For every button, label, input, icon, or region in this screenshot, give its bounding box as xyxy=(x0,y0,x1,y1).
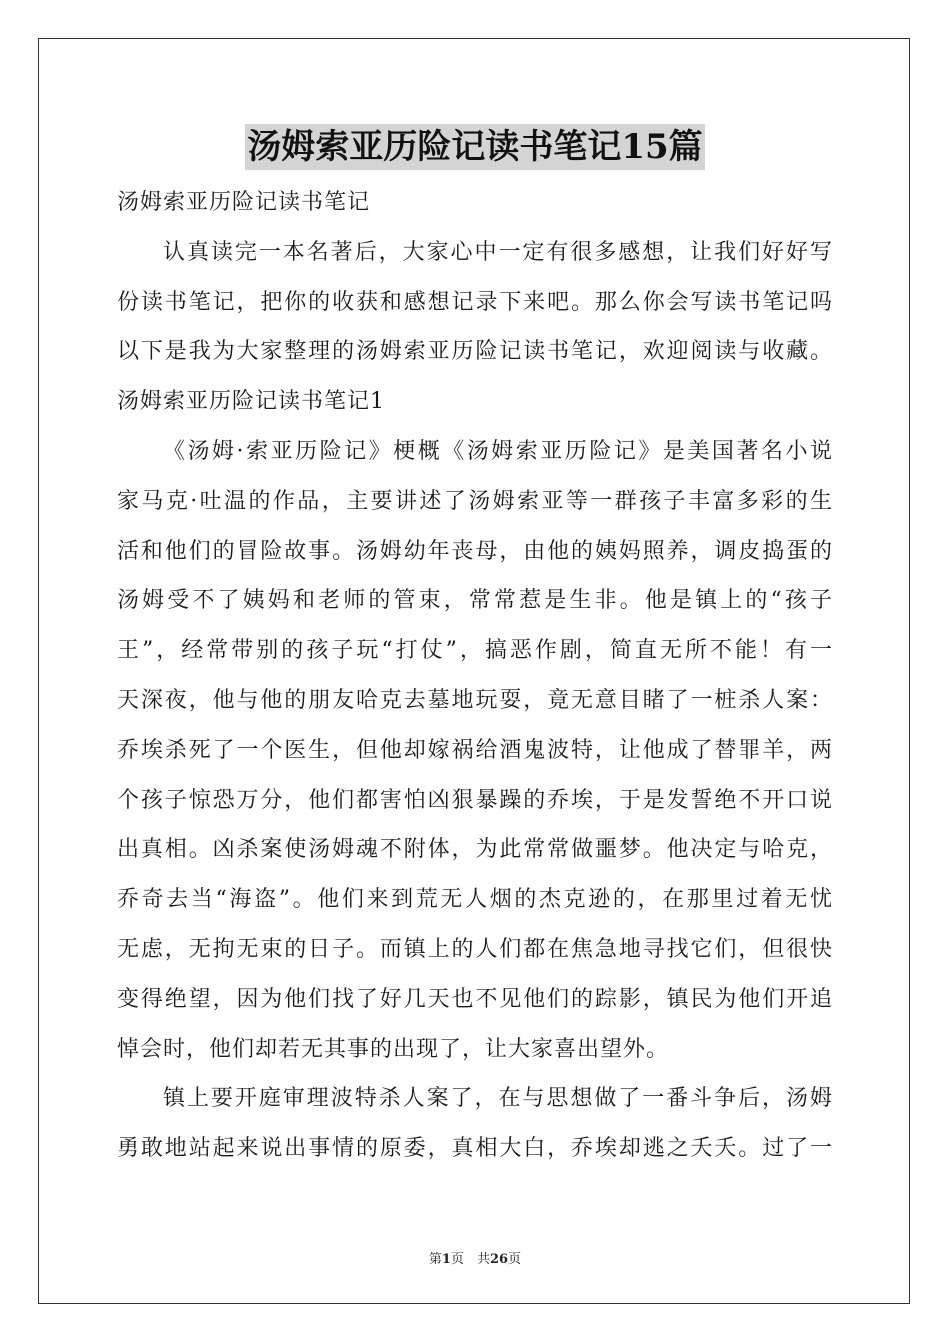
paragraph-line: 活和他们的冒险故事。汤姆幼年丧母，由他的姨妈照养，调皮捣蛋的 xyxy=(117,538,833,564)
paragraph-line: 《汤姆·索亚历险记》梗概《汤姆索亚历险记》是美国著名小说 xyxy=(163,438,833,464)
paragraph-line: 勇敢地站起来说出事情的原委，真相大白，乔埃却逃之夭夭。过了一 xyxy=(117,1136,833,1162)
paragraph-line: 以下是我为大家整理的汤姆索亚历险记读书笔记，欢迎阅读与收藏。 xyxy=(117,339,833,365)
paragraph-line: 份读书笔记，把你的收获和感想记录下来吧。那么你会写读书笔记吗 xyxy=(117,289,833,315)
paragraph-line: 汤姆受不了姨妈和老师的管束，常常惹是生非。他是镇上的“孩子 xyxy=(117,588,833,614)
footer-prefix: 第 xyxy=(428,1252,442,1267)
paragraph-line: 天深夜，他与他的朋友哈克去墓地玩耍，竟无意目睹了一桩杀人案： xyxy=(117,687,833,713)
paragraph-line: 悼会时，他们却若无其事的出现了，让大家喜出望外。 xyxy=(117,1036,670,1062)
section-heading: 汤姆索亚历险记读书笔记1 xyxy=(117,389,385,415)
paragraph-line: 王”，经常带别的孩子玩“打仗”，搞恶作剧，简直无所不能！有一 xyxy=(117,638,833,664)
page-footer xyxy=(0,1248,950,1267)
paragraph-line: 乔埃杀死了一个医生，但他却嫁祸给酒鬼波特，让他成了替罪羊，两 xyxy=(117,737,833,763)
paragraph-line: 无虑，无拘无束的日子。而镇上的人们都在焦急地寻找它们，但很快 xyxy=(117,936,833,962)
paragraph-line: 家马克·吐温的作品，主要讲述了汤姆索亚等一群孩子丰富多彩的生 xyxy=(117,488,833,514)
paragraph-line: 个孩子惊恐万分，他们都害怕凶狠暴躁的乔埃，于是发誓绝不开口说 xyxy=(117,787,833,813)
footer-suffix: 页 xyxy=(508,1252,522,1267)
paragraph-line: 乔奇去当“海盗”。他们来到荒无人烟的杰克逊的，在那里过着无忧 xyxy=(117,887,833,913)
title-container xyxy=(0,124,950,170)
footer-page-number: 1 xyxy=(441,1252,451,1267)
paragraph-line: 认真读完一本名著后，大家心中一定有很多感想，让我们好好写 xyxy=(163,239,833,265)
document-body xyxy=(117,178,833,1174)
section-heading: 汤姆索亚历险记读书笔记 xyxy=(117,190,371,215)
footer-total-pages: 26 xyxy=(489,1252,509,1267)
document-title: 汤姆索亚历险记读书笔记15篇 xyxy=(245,124,704,170)
paragraph-line: 变得绝望，因为他们找了好几天也不见他们的踪影，镇民为他们开追 xyxy=(117,986,833,1012)
paragraph-line: 出真相。凶杀案使汤姆魂不附体，为此常常做噩梦。他决定与哈克， xyxy=(117,837,833,863)
footer-mid: 页 共 xyxy=(450,1252,490,1267)
paragraph-line: 镇上要开庭审理波特杀人案了，在与思想做了一番斗争后，汤姆 xyxy=(163,1086,833,1112)
